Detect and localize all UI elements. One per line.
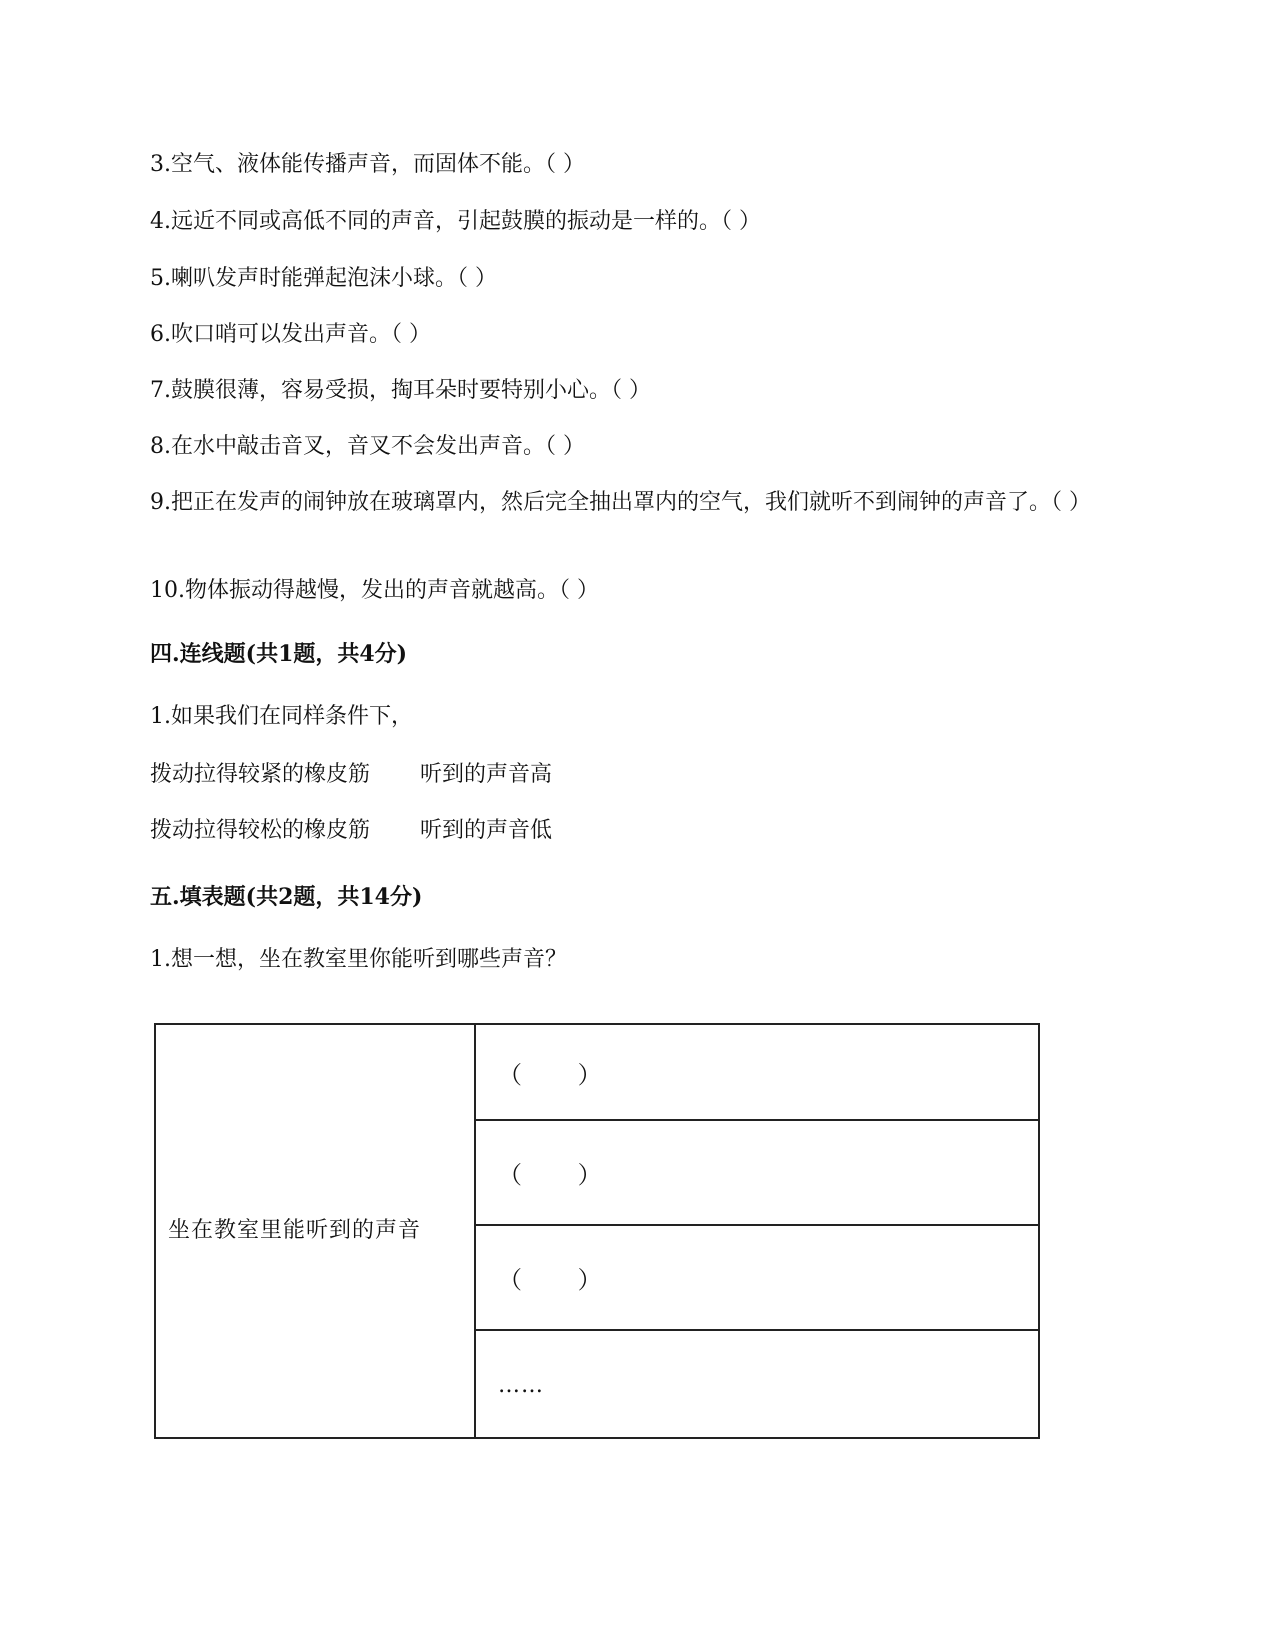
answer-cell: （ ） <box>475 1225 1039 1330</box>
match-left-text: 拨动拉得较紧的橡皮筋 <box>150 762 371 787</box>
question-text: 1.想一想，坐在教室里你能听到哪些声音？ <box>150 947 567 972</box>
answer-cell: （ ） <box>475 1024 1039 1120</box>
match-right-text: 听到的声音低 <box>420 818 553 843</box>
answer-cell: （ ） <box>475 1120 1039 1225</box>
match-row <box>150 760 552 790</box>
sound-table <box>154 1023 1040 1439</box>
table-row-header: 坐在教室里能听到的声音 <box>155 1024 475 1438</box>
match-right-text: 听到的声音高 <box>420 762 553 787</box>
judge-item: 6.吹口哨可以发出声音。（ ） <box>150 322 431 347</box>
judge-item: 3.空气、液体能传播声音，而固体不能。（ ） <box>150 152 585 177</box>
judge-item: 5.喇叭发声时能弹起泡沫小球。（ ） <box>150 266 497 291</box>
answer-cell: …… <box>475 1330 1039 1438</box>
judge-item: 8.在水中敲击音叉，音叉不会发出声音。（ ） <box>150 434 585 459</box>
section-heading: 四.连线题(共1题，共4分) <box>150 641 408 667</box>
judge-item: 4.远近不同或高低不同的声音，引起鼓膜的振动是一样的。（ ） <box>150 209 761 234</box>
question-text: 1.如果我们在同样条件下， <box>150 704 413 729</box>
section-heading: 五.填表题(共2题，共14分) <box>150 884 423 910</box>
judge-item: 7.鼓膜很薄，容易受损，掏耳朵时要特别小心。（ ） <box>150 378 651 403</box>
judge-item: 10.物体振动得越慢，发出的声音就越高。（ ） <box>150 578 599 603</box>
match-left-text: 拨动拉得较松的橡皮筋 <box>150 818 371 843</box>
judge-item: 9.把正在发声的闹钟放在玻璃罩内，然后完全抽出罩内的空气，我们就听不到闹钟的声音了。（ ） <box>150 490 1091 515</box>
match-row <box>150 816 552 846</box>
